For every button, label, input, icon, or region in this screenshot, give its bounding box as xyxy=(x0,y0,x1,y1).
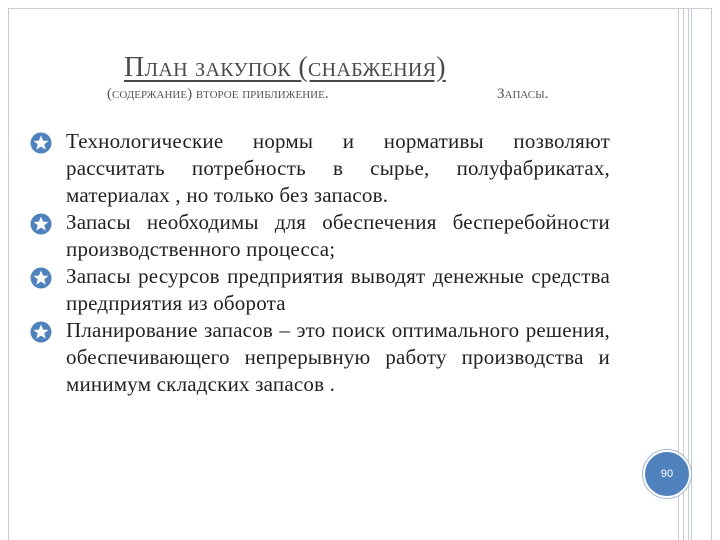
bullet-text: Запасы ресурсов предприятия выводят денежные средства предприятия из оборота xyxy=(66,264,610,315)
bullet-list xyxy=(30,128,610,398)
page-number: 90 xyxy=(660,468,674,480)
bullet-item xyxy=(30,209,610,263)
slide-subtitle xyxy=(107,86,549,103)
subtitle-left: (содержание) второе приближение. xyxy=(107,86,329,102)
bullet-item xyxy=(30,317,610,398)
bullet-item xyxy=(30,128,610,209)
bullet-text: Запасы необходимы для обеспечения бесперебойности производственного процесса; xyxy=(66,210,610,261)
star-in-circle-icon xyxy=(30,321,52,343)
subtitle-right: Запасы. xyxy=(497,86,549,102)
star-in-circle-icon xyxy=(30,267,52,289)
star-in-circle-icon xyxy=(30,132,52,154)
star-in-circle-icon xyxy=(30,213,52,235)
bullet-text: Технологические нормы и нормативы позволяют рассчитать потребность в сырье, полуфабрикатах, материалах , но только без запасов. xyxy=(66,129,610,207)
page-number-badge xyxy=(643,450,691,498)
bullet-text: Планирование запасов – это поиск оптимального решения, обеспечивающего непрерывную работу производства и минимум складских запасов . xyxy=(66,318,610,396)
slide-title: План закупок (снабжения) xyxy=(124,52,446,83)
bullet-item xyxy=(30,263,610,317)
